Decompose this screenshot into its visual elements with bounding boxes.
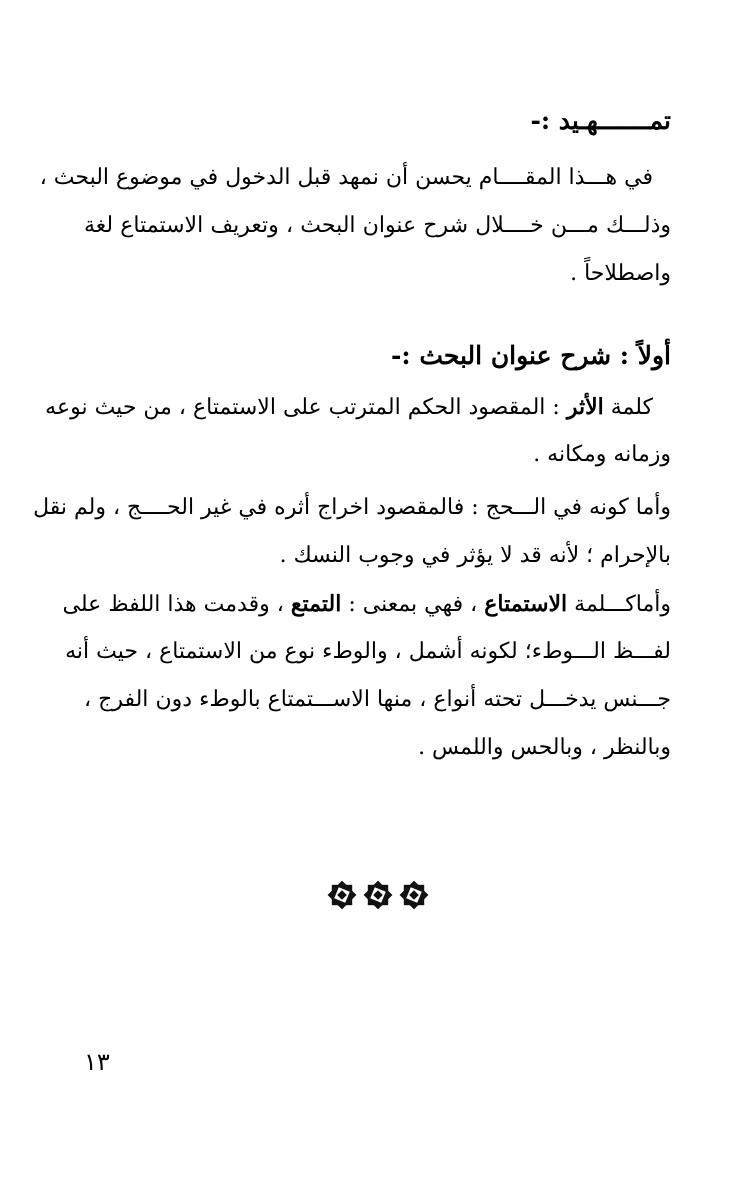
text-fragment: وأماكـــلمة xyxy=(567,592,671,617)
section-heading: أولاً : شرح عنوان البحث :- xyxy=(391,341,671,370)
page-number: ١٣ xyxy=(84,1048,110,1076)
hajj-paragraph xyxy=(33,484,671,580)
text-line xyxy=(62,580,671,628)
text-line: جـــنس يدخـــل تحته أنواع ، منها الاســـتمتاع بالوطء دون الفرج ، xyxy=(84,687,671,712)
text-fragment: ، فهي بمعنى : xyxy=(341,592,485,617)
text-line: وذلـــك مـــن خــــلال شرح عنوان البحث ، وتعريف الاستمتاع لغة xyxy=(84,213,671,238)
text-fragment: : المقصود الحكم المترتب على الاستمتاع ، من حيث نوعه xyxy=(45,395,567,420)
istimta-paragraph xyxy=(62,580,671,772)
term-tamattu: التمتع xyxy=(290,591,342,617)
text-line: وزمانه ومكانه . xyxy=(533,442,671,467)
intro-heading: تمـــــــهـيد :- xyxy=(530,106,671,135)
text-fragment: كلمة xyxy=(603,395,653,420)
intro-paragraph xyxy=(39,154,671,298)
text-line: واصطلاحاً . xyxy=(570,261,671,286)
text-line xyxy=(45,383,671,431)
star-ornament-icon xyxy=(325,878,359,912)
text-line: بالإحرام ؛ لأنه قد لا يؤثر في وجوب النسك . xyxy=(279,543,671,568)
star-ornament-icon xyxy=(361,878,395,912)
text-fragment: ، وقدمت هذا اللفظ على xyxy=(62,592,291,617)
text-line: في هـــذا المقــــام يحسن أن نمهد قبل الدخول في موضوع البحث ، xyxy=(39,165,653,190)
text-line: وأما كونه في الـــحج : فالمقصود اخراج أثره في غير الحــــج ، ولم نقل xyxy=(33,495,671,520)
star-ornament xyxy=(84,878,671,914)
atar-paragraph xyxy=(45,383,671,479)
text-line: وبالنظر ، وبالحس واللمس . xyxy=(418,735,671,760)
term-istimta: الاستمتاع xyxy=(484,591,568,617)
term-atar: الأثر xyxy=(566,394,604,420)
star-ornament-icon xyxy=(397,878,431,912)
page-body xyxy=(33,0,671,1185)
text-line: لفـــظ الـــوطء؛ لكونه أشمل ، والوطء نوع من الاستمتاع ، حيث أنه xyxy=(65,639,671,664)
